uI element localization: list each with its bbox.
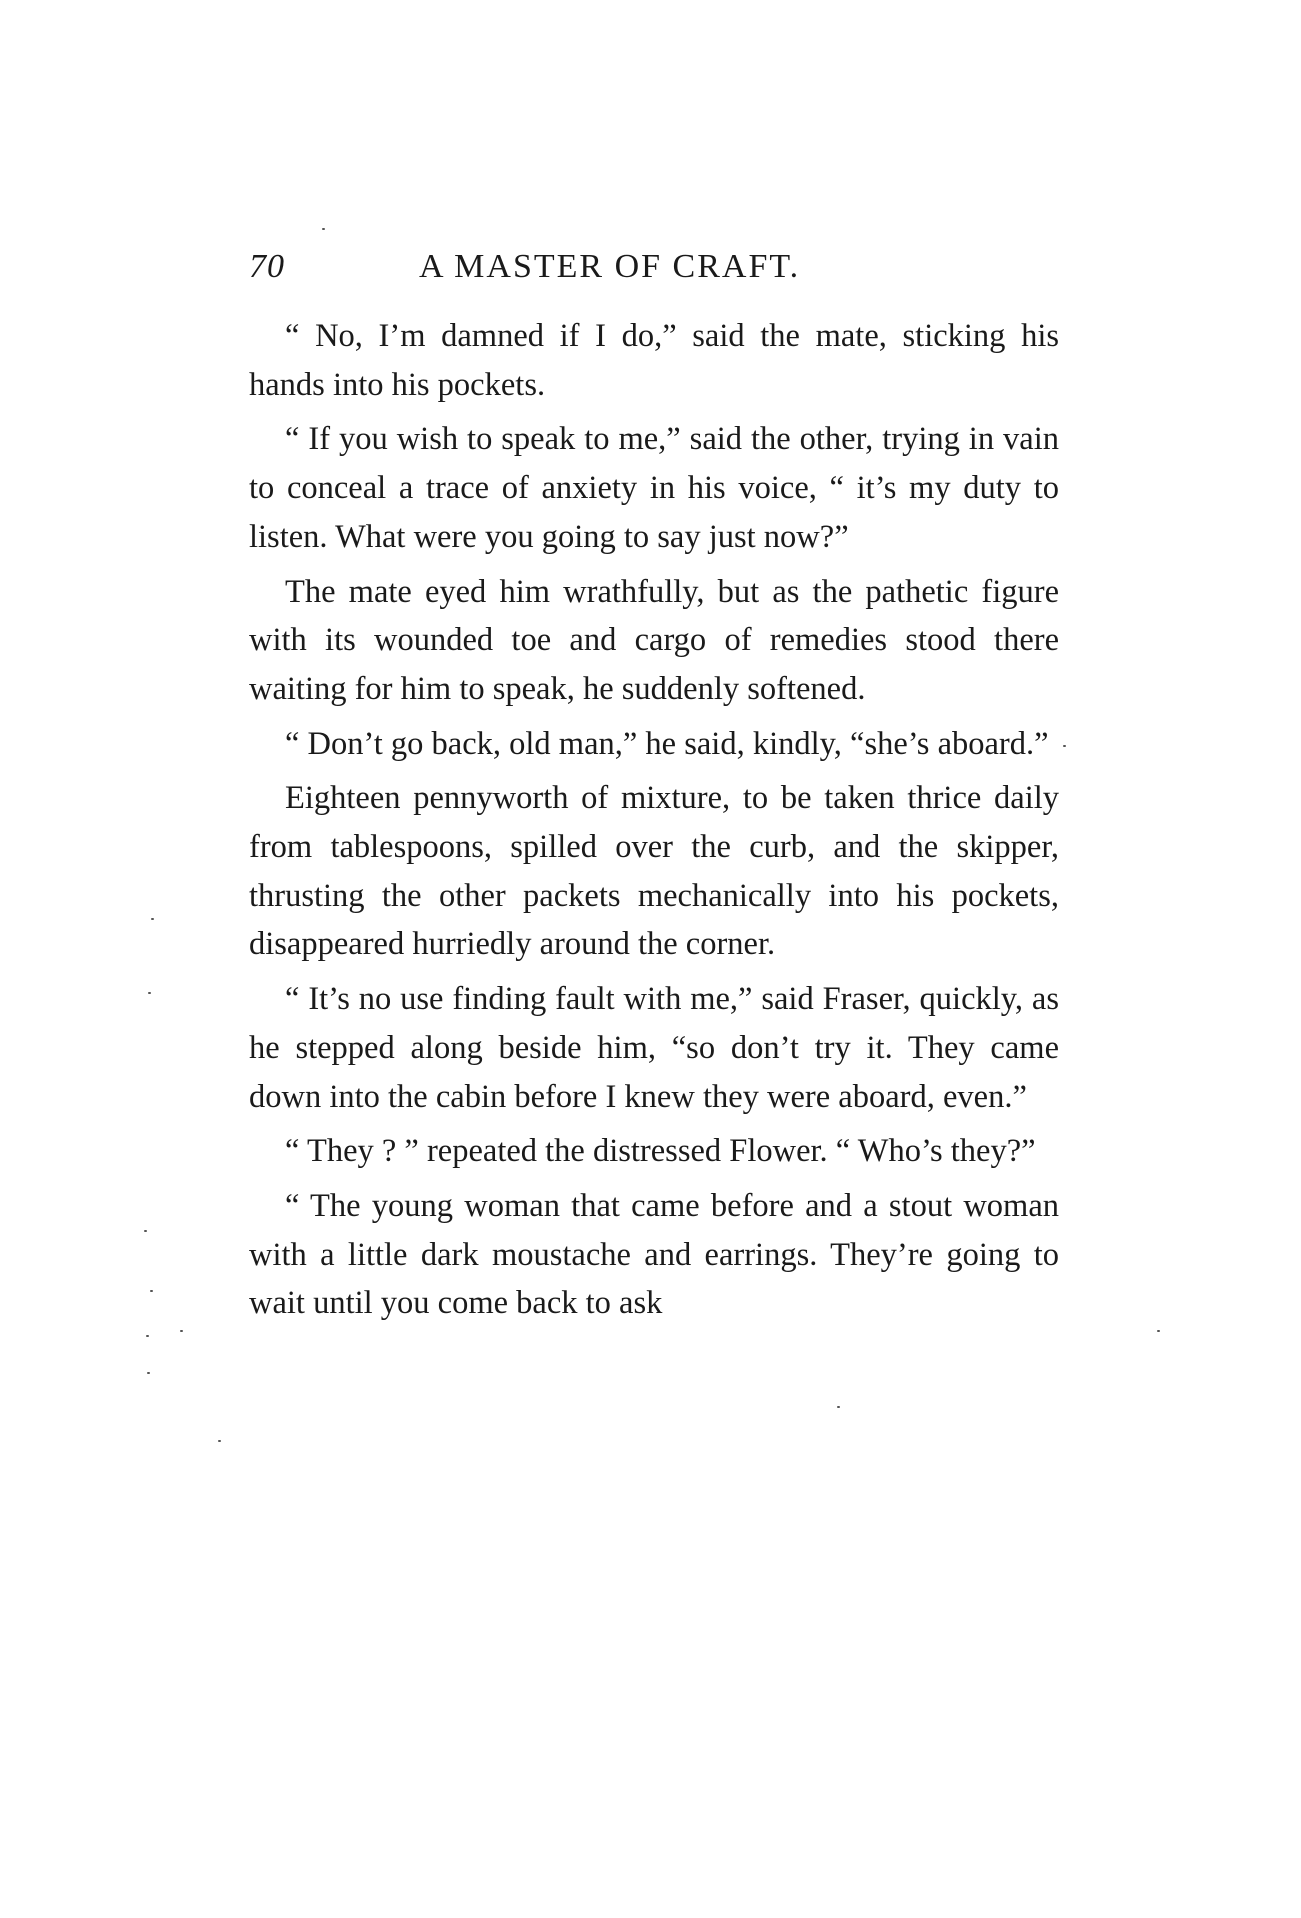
scan-speck — [322, 228, 325, 230]
paragraph: The mate eyed him wrathfully, but as the pathetic figure with its wounded toe and cargo of remedies stood there waiting for him to speak, he suddenly softened. — [249, 573, 1059, 707]
scan-speck — [1157, 1330, 1160, 1332]
scan-speck — [150, 1290, 153, 1292]
running-head: A MASTER OF CRAFT. — [419, 248, 801, 285]
paragraph: Eighteen pennyworth of mixture, to be taken thrice daily from tablespoons, spilled over the curb, and the skipper, thrusting the other packets mechanically into his pockets, disappeared hurriedly around the corner. — [249, 780, 1059, 963]
scan-speck — [146, 1335, 149, 1337]
body-text — [249, 312, 1059, 1328]
paragraph: “ No, I’m damned if I do,” said the mate, sticking his hands into his pockets. — [249, 318, 1059, 403]
page-header — [249, 248, 1059, 298]
paragraph: “ Don’t go back, old man,” he said, kindly, “she’s aboard.” — [285, 725, 1049, 762]
scan-speck — [1063, 745, 1066, 747]
scan-speck — [144, 1230, 147, 1232]
scan-speck — [218, 1440, 221, 1442]
scan-speck — [151, 918, 154, 920]
paragraph: “ They ? ” repeated the distressed Flower. “ Who’s they?” — [285, 1133, 1036, 1170]
scan-speck — [837, 1406, 840, 1408]
scan-speck — [148, 992, 151, 994]
scan-speck — [180, 1330, 183, 1332]
page-number: 70 — [249, 248, 285, 285]
paragraph: “ If you wish to speak to me,” said the other, trying in vain to conceal a trace of anxiety in his voice, “ it’s my duty to listen. What were you going to say just now?” — [249, 421, 1059, 555]
paragraph: “ It’s no use finding fault with me,” said Fraser, quickly, as he stepped along beside him, “so don’t try it. They came down into the cabin before I knew they were aboard, even.” — [249, 981, 1059, 1115]
paragraph: “ The young woman that came before and a stout woman with a little dark moustache and earrings. They’re going to wait until you come back to ask — [249, 1187, 1059, 1322]
scan-speck — [147, 1372, 150, 1374]
